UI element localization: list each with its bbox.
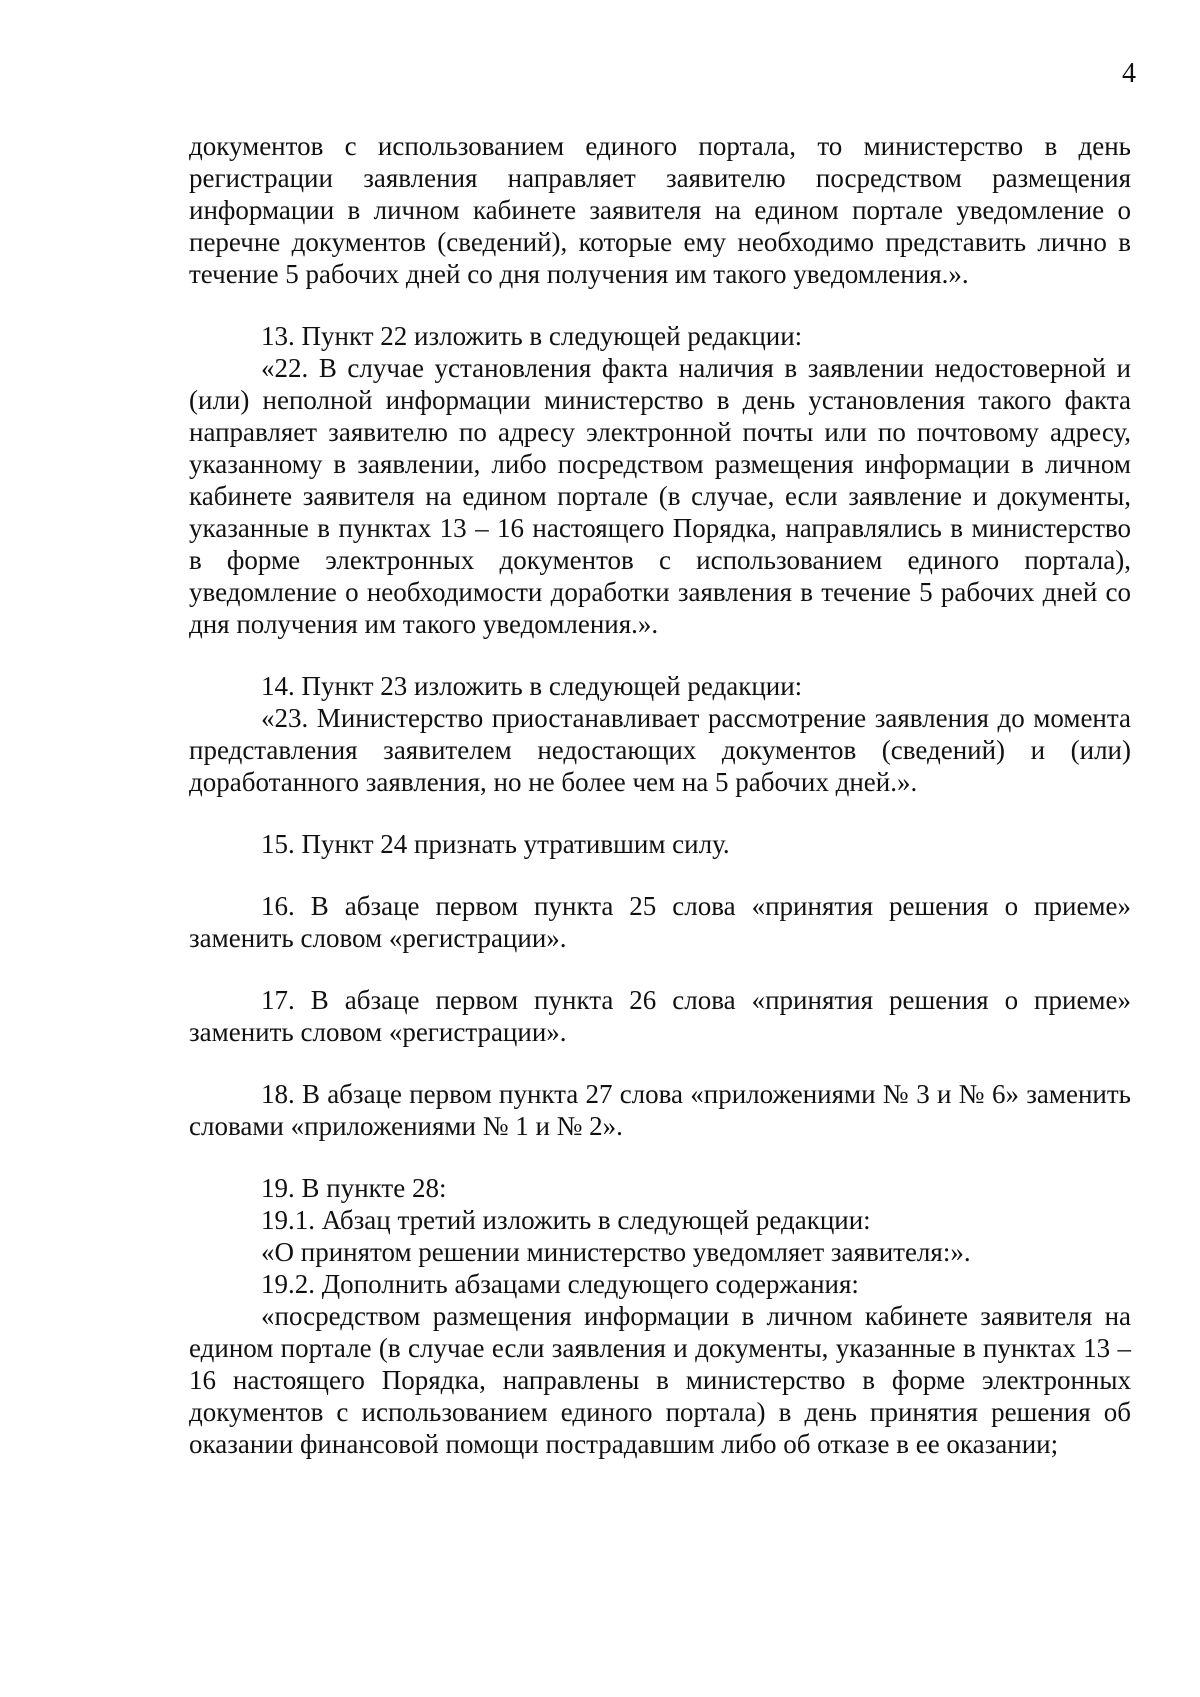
paragraph-item-19-2: 19.2. Дополнить абзацами следующего содержания: — [261, 1269, 859, 1299]
paragraph-item-14: 14. Пункт 23 изложить в следующей редакции: — [261, 671, 803, 701]
paragraph-item-19-2-text: «посредством размещения информации в личном кабинете заявителя на едином портале (в случае если заявления и документы, указанные в пунктах 13 – 16 настоящего Порядка, направлены в министерство в форме электронных документов с использованием единого портала) в день принятия решения об оказании финансовой помощи пострадавшим либо об отказе в ее оказании; — [189, 1301, 1131, 1459]
paragraph-continuation: документов с использованием единого портала, то министерство в день регистрации заявления направляет заявителю посредством размещения информации в личном кабинете заявителя на едином портале уведомление о перечне документов (сведений), которые ему необходимо представить лично в течение 5 рабочих дней со дня получения им такого уведомления.». — [189, 131, 1131, 289]
paragraph-item-15: 15. Пункт 24 признать утратившим силу. — [261, 829, 730, 859]
paragraph-item-19-1: 19.1. Абзац третий изложить в следующей редакции: — [261, 1205, 871, 1235]
paragraph-item-19-1-text: «О принятом решении министерство уведомляет заявителя:». — [261, 1237, 971, 1267]
paragraph-item-13: 13. Пункт 22 изложить в следующей редакции: — [261, 321, 803, 351]
document-body — [189, 130, 1131, 1460]
paragraph-item-17: 17. В абзаце первом пункта 26 слова «принятия решения о приеме» заменить словом «регистрации». — [189, 985, 1131, 1047]
page-number: 4 — [1122, 58, 1136, 89]
paragraph-item-19: 19. В пункте 28: — [261, 1173, 447, 1203]
paragraph-item-18: 18. В абзаце первом пункта 27 слова «приложениями № 3 и № 6» заменить словами «приложениями № 1 и № 2». — [189, 1079, 1131, 1141]
paragraph-item-16: 16. В абзаце первом пункта 25 слова «принятия решения о приеме» заменить словом «регистрации». — [189, 891, 1131, 953]
paragraph-item-23-text: «23. Министерство приостанавливает рассмотрение заявления до момента представления заявителем недостающих документов (сведений) и (или) доработанного заявления, но не более чем на 5 рабочих дней.». — [189, 703, 1131, 797]
paragraph-item-22-text: «22. В случае установления факта наличия в заявлении недостоверной и (или) неполной информации министерство в день установления такого факта направляет заявителю по адресу электронной почты или по почтовому адресу, указанному в заявлении, либо посредством размещения информации в личном кабинете заявителя на едином портале (в случае, если заявление и документы, указанные в пунктах 13 – 16 настоящего Порядка, направлялись в министерство в форме электронных документов с использованием единого портала), уведомление о необходимости доработки заявления в течение 5 рабочих дней со дня получения им такого уведомления.». — [189, 353, 1131, 639]
